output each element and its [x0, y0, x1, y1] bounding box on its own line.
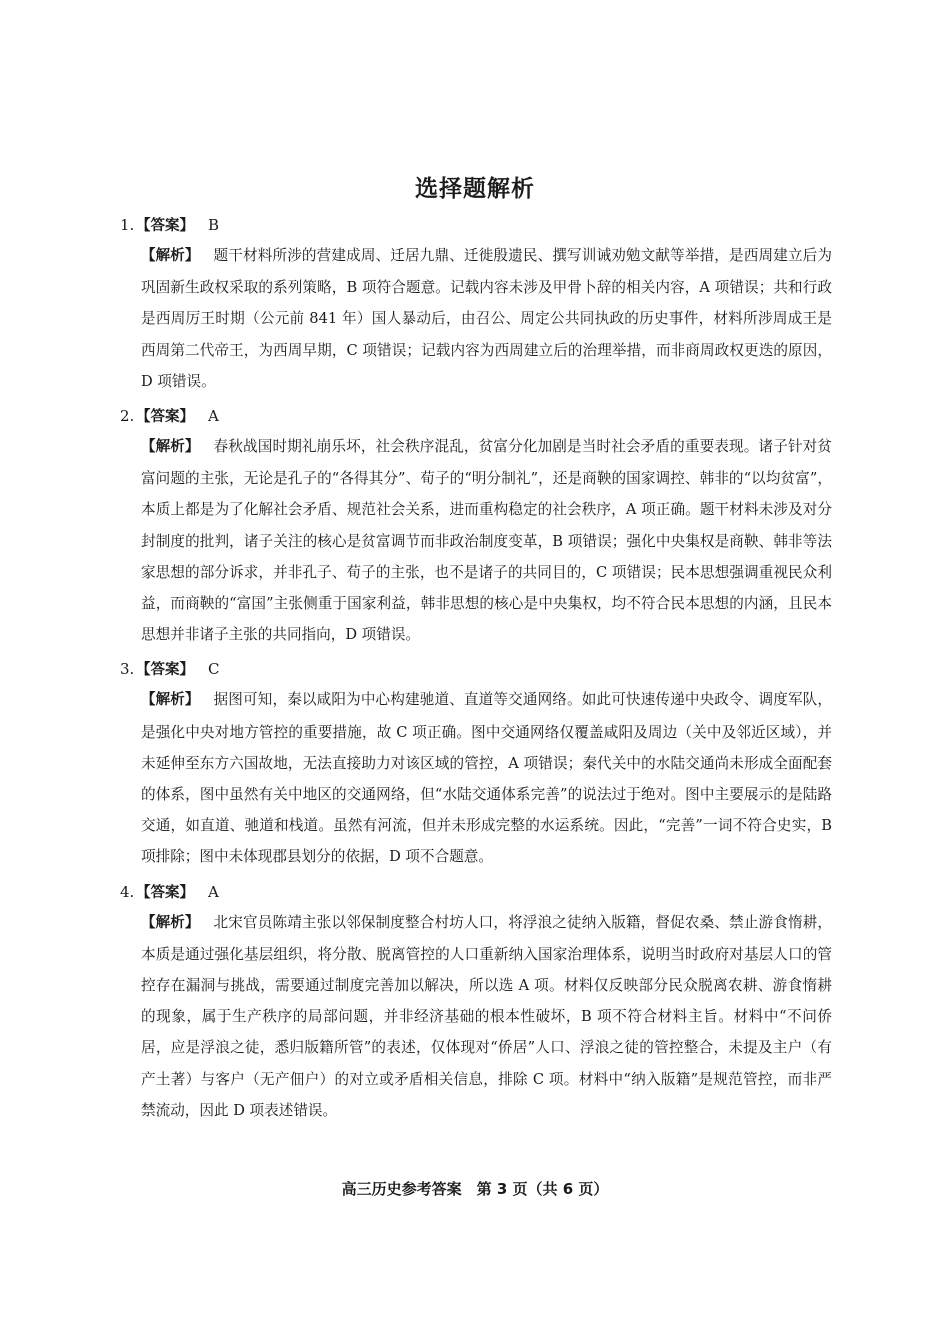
analysis-tag: 【解析】 — [141, 692, 200, 709]
analysis-text: 题干材料所涉的营建成周、迁居九鼎、迁徙殷遗民、撰写训诫劝勉文献等举措，是西周建立后为巩固新生政权采取的系列策略，B 项符合题意。记载内容未涉及甲骨卜辞的相关内容，A 项错误；共和行政是西周厉王时期（公元前 841 年）国人暴动后，由召公、周定公共同执政的历史事件，材料所涉周成王是西周第二代帝王，为西周早期，C 项错误；记载内容为西周建立后的治理举措，而非商周政权更迭的原因，D 项错误。 — [141, 247, 832, 390]
question-number: 3. — [120, 660, 135, 679]
analysis-tag: 【解析】 — [141, 914, 200, 931]
answer-value: A — [208, 882, 219, 901]
answer-line — [120, 401, 832, 431]
page-footer: 高三历史参考答案 第 3 页（共 6 页） — [341, 1180, 609, 1198]
question-1 — [120, 210, 832, 397]
question-number: 2. — [120, 407, 135, 426]
page-title: 选择题解析 — [415, 176, 535, 202]
question-4 — [120, 877, 832, 1126]
answer-line — [120, 654, 832, 684]
answer-value: A — [208, 407, 219, 426]
analysis-text: 据图可知，秦以咸阳为中心构建驰道、直道等交通网络。如此可快速传递中央政令、调度军队，是强化中央对地方管控的重要措施，故 C 项正确。图中交通网络仅覆盖咸阳及周边（关中及邻近区域），并未延伸至东方六国故地，无法直接助力对该区域的管控，A 项错误；秦代关中的水陆交通尚未形成全面配套的体系，图中虽然有关中地区的交通网络，但“水陆交通体系完善”的说法过于绝对。图中主要展示的是陆路交通，如直道、驰道和栈道。虽然有河流，但并未形成完整的水运系统。因此，“完善”一词不符合史实，B 项排除；图中未体现郡县划分的依据，D 项不合题意。 — [141, 691, 832, 866]
answer-tag: 【答案】 — [136, 409, 194, 426]
analysis-paragraph — [120, 907, 832, 1126]
answer-tag: 【答案】 — [136, 218, 194, 234]
analysis-tag: 【解析】 — [141, 248, 200, 264]
question-number: 1. — [120, 216, 135, 234]
analysis-tag: 【解析】 — [141, 439, 200, 456]
answer-value: B — [208, 216, 220, 234]
analysis-text: 北宋官员陈靖主张以邻保制度整合村坊人口，将浮浪之徒纳入版籍，督促农桑、禁止游食惰耕，本质是通过强化基层组织，将分散、脱离管控的人口重新纳入国家治理体系，说明当时政府对基层人口的管控存在漏洞与挑战，需要通过制度完善加以解决，所以选 A 项。材料仅反映部分民众脱离农耕、游食惰耕的现象，属于生产秩序的局部问题，并非经济基础的根本性破坏，B 项不符合材料主旨。材料中“不问侨居，应是浮浪之徒，悉归版籍所管”的表述，仅体现对“侨居”人口、浮浪之徒的管控整合，未提及主户（有产土著）与客户（无产佃户）的对立或矛盾相关信息，排除 C 项。材料中“纳入版籍”是规范管控，而非严禁流动，因此 D 项表述错误。 — [141, 913, 832, 1119]
question-number: 4. — [120, 882, 135, 901]
answer-tag: 【答案】 — [136, 662, 194, 679]
analysis-paragraph — [120, 240, 832, 397]
question-2 — [120, 401, 832, 650]
answer-line — [120, 210, 832, 240]
analysis-paragraph — [120, 431, 832, 650]
analysis-text: 春秋战国时期礼崩乐坏，社会秩序混乱，贫富分化加剧是当时社会矛盾的重要表现。诸子针对贫富问题的主张，无论是孔子的“各得其分”、荀子的“明分制礼”，还是商鞅的国家调控、韩非的“以均贫富”，本质上都是为了化解社会矛盾、规范社会关系，进而重构稳定的社会秩序，A 项正确。题干材料未涉及对分封制度的批判，诸子关注的核心是贫富调节而非政治制度变革，B 项错误；强化中央集权是商鞅、韩非等法家思想的部分诉求，并非孔子、荀子的主张，也不是诸子的共同目的，C 项错误；民本思想强调重视民众利益，而商鞅的“富国”主张侧重于国家利益，韩非思想的核心是中央集权，均不符合民本思想的内涵，且民本思想并非诸子主张的共同指向，D 项错误。 — [141, 438, 832, 644]
question-list — [120, 210, 832, 1130]
answer-line — [120, 877, 832, 907]
answer-tag: 【答案】 — [136, 884, 194, 901]
question-3 — [120, 654, 832, 872]
answer-value: C — [208, 660, 220, 679]
analysis-paragraph — [120, 684, 832, 872]
